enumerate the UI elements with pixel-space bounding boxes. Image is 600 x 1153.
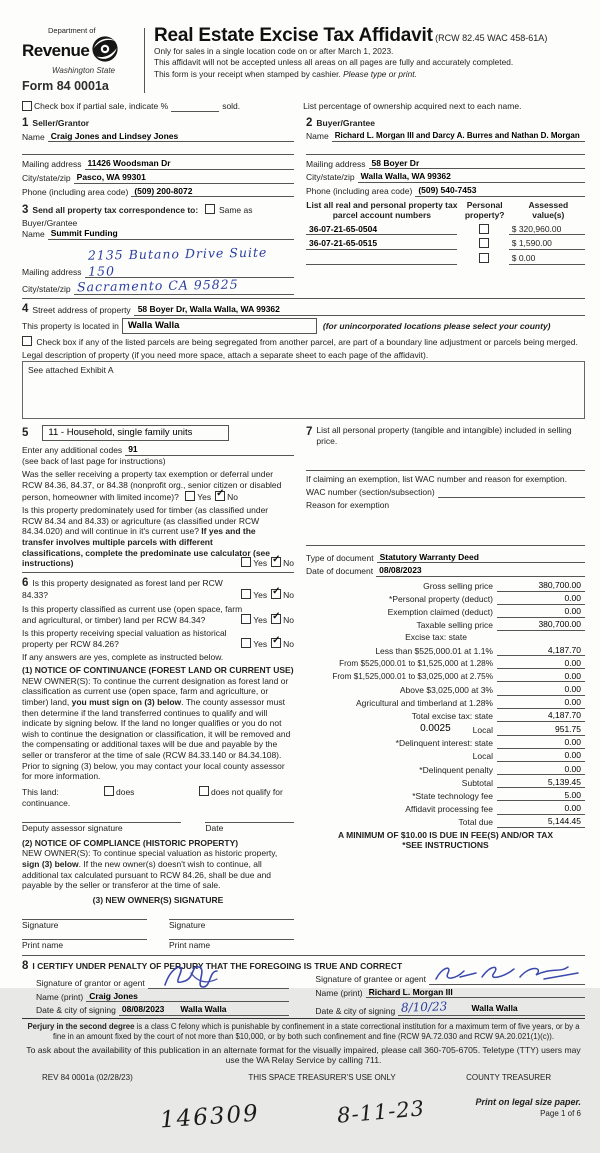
header-note-3: This form is your receipt when stamped by cashier. Please type or print. [154, 68, 417, 79]
located-note: (for unincorporated locations please select your county) [322, 320, 551, 331]
use-classification-column [22, 425, 294, 951]
ownership-note: List percentage of ownership acquired next to each name. [303, 101, 522, 112]
correspondence-mailing-handwritten: 2135 Butano Drive Suite 150 [87, 244, 268, 279]
fin-row: Above $3,025,000 at 3% 0.00 [306, 684, 585, 696]
fin-section-header: Excise tax: state [405, 632, 467, 643]
correspondence-name-row: Name Summit Funding [22, 228, 294, 240]
buyer-city-row: City/state/zip Walla Walla, WA 99362 [306, 171, 585, 183]
legal-description-box [22, 361, 585, 419]
print-name-label: Print name [169, 940, 211, 951]
dor-logo-block [22, 26, 140, 95]
fin-row: Subtotal 5,139.45 [306, 777, 585, 789]
section8-divider [22, 955, 585, 956]
washington-state-label: Washington State [52, 66, 116, 75]
exemption-deferral-question: Was the seller receiving a property tax exemption or deferral under RCW 84.36, 84.37, or 84.38 (nonprofit org., senior citizen or disabled person, homeowner with limited income)? Yes ✓ No [22, 469, 294, 502]
correspondence-city-row: City/state/zip Sacramento CA 95825 [22, 278, 294, 295]
fin-value: 5,144.45 [497, 816, 585, 828]
new-owner-signature-title: (3) NEW OWNER(S) SIGNATURE [92, 894, 224, 905]
grantee-date-row: Date & city of signing 8/10/23 Walla Walla [315, 1000, 585, 1016]
fin-row: Gross selling price 380,700.00 [306, 580, 585, 592]
grantor-date-row: Date & city of signing 08/08/2023 Walla Walla [36, 1004, 289, 1016]
historic-yes-checkbox [241, 638, 251, 648]
forest-yes-checkbox [241, 589, 251, 599]
partial-sale-checkbox [22, 101, 32, 111]
footer-row [22, 1073, 585, 1083]
print-note: Print on legal size paper. [475, 1097, 581, 1108]
seller-mailing-row: Mailing address 11426 Woodsman Dr [22, 158, 294, 170]
exemption-no-checkbox [215, 491, 225, 501]
correspondence-city-handwritten: Sacramento CA 95825 [76, 276, 239, 295]
does-not-qualify-checkbox [199, 786, 209, 796]
type-of-document-value: Statutory Warranty Deed [377, 552, 585, 564]
notice2-body: NEW OWNER(S): To continue special valuation as historic property, sign (3) below. If the new owner(s) doesn't wish to continue, all additional tax calculated pursuant to RCW 84.26, shall be due and payable by the seller or transferor at the time of sale. [22, 848, 278, 891]
deputy-assessor-row [22, 822, 294, 834]
parcel-id: 36-07-21-65-0515 [306, 238, 457, 250]
grantor-signature [151, 961, 271, 989]
segregated-checkbox [22, 336, 32, 346]
buyer-mailing-row: Mailing address 58 Boyer Dr [306, 158, 585, 170]
grantee-date-handwritten: 8/10/23 [401, 999, 448, 1016]
segregated-row: Check box if any of the listed parcels are being segregated from another parcel, are part of a boundary line adjustment or parcels being merged. [22, 336, 585, 348]
treasurer-receipt-number-handwritten: 146309 [159, 1101, 261, 1134]
personal-property-checkbox [479, 224, 489, 234]
grantee-city-value: Walla Walla [471, 1003, 518, 1014]
current-use-no-checkbox [271, 614, 281, 624]
section7-header: 7 List all personal property (tangible and intangible) included in selling price. [306, 425, 585, 446]
fin-row: From $1,525,000.01 to $3,025,000 at 2.75% 0.00 [306, 671, 585, 683]
personal-property-intro: List all personal property (tangible and intangible) included in selling price. [316, 425, 572, 446]
section4-divider [22, 298, 585, 299]
seller-phone-value: (509) 200-8072 [131, 186, 294, 198]
assessed-value: $ 1,590.00 [509, 238, 585, 250]
seller-column [22, 116, 294, 294]
form-header [22, 26, 585, 95]
historic-no-checkbox [271, 638, 281, 648]
continuance-label: continuance. [22, 797, 71, 808]
reason-for-exemption-label: Reason for exemption [306, 500, 390, 510]
exemption-yes-checkbox [185, 491, 195, 501]
partial-sale-percent-field [171, 101, 219, 113]
correspondence-name-value: Summit Funding [48, 228, 294, 240]
title-rcw-ref: (RCW 82.45 WAC 458-61A) [435, 33, 548, 43]
fin-value: 5.00 [497, 790, 585, 802]
buyer-column [306, 116, 585, 294]
parcel-row [306, 224, 585, 236]
notice1-title: (1) NOTICE OF CONTINUANCE (FOREST LAND OR CURRENT USE) [22, 665, 294, 675]
certify-statement: 8 I CERTIFY UNDER PENALTY OF PERJURY THAT THE FOREGOING IS TRUE AND CORRECT [22, 959, 403, 972]
date-of-document-value: 08/08/2023 [376, 565, 585, 577]
assessed-value: $ 320,960.00 [509, 224, 585, 236]
perjury-paragraph: Perjury in the second degree is a class C felony which is punishable by confinement in a state correctional institution for a maximum term of five years, or by a fine in an amount fixed by the court of not more than $10,000, or by both such confinement and fine (RCW 9A.72.030 and RCW 9A.20.021(1)(c)). [27, 1022, 580, 1042]
page-title: Real Estate Excise Tax Affidavit [154, 25, 433, 46]
section4 [22, 302, 585, 420]
type-of-document-row: Type of document Statutory Warranty Deed [306, 552, 585, 564]
notice2-title: (2) NOTICE OF COMPLIANCE (HISTORIC PROPERTY) [22, 837, 239, 848]
header-note-2: This affidavit will not be accepted unless all areas on all pages are fully and accurately completed. [154, 57, 514, 68]
fin-value: 0.00 [497, 684, 585, 696]
buyer-name-value: Richard L. Morgan III and Darcy A. Burres and Nathan D. Morgan [332, 131, 585, 142]
fin-value: 0.00 [497, 750, 585, 762]
fin-value: 4,187.70 [497, 710, 585, 722]
additional-codes-value: 91 [125, 444, 161, 456]
seller-name-row: Name Craig Jones and Lindsey Jones [22, 131, 294, 143]
minimum-due-note: A MINIMUM OF $10.00 IS DUE IN FEE(S) AND/OR TAX [337, 829, 554, 840]
fin-value: 0.00 [497, 606, 585, 618]
buyer-name-row: Name Richard L. Morgan III and Darcy A. Burres and Nathan D. Morgan [306, 131, 585, 142]
fin-value: 380,700.00 [497, 580, 585, 592]
form-number: Form 84 0001a [22, 79, 109, 93]
buyer-name-blank [306, 144, 585, 155]
fin-row: *Delinquent interest: state 0.00 [306, 737, 585, 749]
buyer-city-value: Walla Walla, WA 99362 [358, 171, 585, 183]
seller-mailing-value: 11426 Woodsman Dr [85, 158, 294, 170]
grantor-signature-row: Signature of grantor or agent [36, 973, 289, 989]
timber-yes-checkbox [241, 557, 251, 567]
this-land-row: This land: does does not qualify for [22, 786, 283, 797]
seller-city-value: Pasco, WA 99301 [74, 172, 294, 184]
partial-sale-row [22, 101, 585, 113]
fin-value: 380,700.00 [497, 619, 585, 631]
partial-sale-label: Check box if partial sale, indicate % [34, 101, 169, 112]
fin-value: 0.00 [497, 697, 585, 709]
grantee-signature-row: Signature of grantee or agent [315, 973, 585, 985]
see-back-note: (see back of last page for instructions) [22, 455, 166, 466]
wac-number-row: WAC number (section/subsection) [306, 487, 585, 498]
fin-value: 0.00 [497, 803, 585, 815]
fin-row: *Personal property (deduct) 0.00 [306, 593, 585, 605]
header-divider [144, 28, 145, 93]
personal-property-checkbox [479, 238, 489, 248]
date-of-document-row: Date of document 08/08/2023 [306, 565, 585, 577]
grantee-name-row: Name (print) Richard L. Morgan III [315, 987, 585, 999]
personal-property-blank [306, 446, 585, 471]
forest-land-question: 6 Is this property designated as forest land per RCW 84.33? Yes ✓ No [22, 576, 294, 601]
street-address-value: 58 Boyer Dr, Walla Walla, WA 99362 [134, 304, 284, 316]
dor-swirl-icon [91, 35, 119, 66]
street-address-row: 4 Street address of property 58 Boyer Dr, Walla Walla, WA 99362 [22, 302, 585, 316]
county-select-box: Walla Walla [122, 318, 317, 334]
grantor-signature-block [22, 973, 289, 1016]
perjury-divider [22, 1018, 585, 1019]
section3-header: 3 Send all property tax correspondence to: Same as Buyer/Grantee [22, 204, 253, 228]
fin-value: 0.00 [497, 737, 585, 749]
buyer-mailing-value: 58 Boyer Dr [369, 158, 585, 170]
date-label: Date [205, 823, 224, 834]
buyer-phone-row: Phone (including area code) (509) 540-7453 [306, 185, 585, 197]
legal-description-label: Legal description of property (if you need more space, attach a separate sheet to each page of the affidavit). [22, 349, 429, 360]
parcel-id: 36-07-21-65-0504 [306, 224, 457, 236]
sold-label: sold. [222, 101, 241, 112]
seller-city-row: City/state/zip Pasco, WA 99301 [22, 172, 294, 184]
fin-row: Exemption claimed (deduct) 0.00 [306, 606, 585, 618]
section2-header: 2 Buyer/Grantee [306, 117, 375, 130]
assessed-value: $ 0.00 [509, 253, 585, 265]
fin-value: 951.75 [497, 724, 585, 736]
dept-of-label: Department of [48, 26, 96, 35]
section8 [22, 959, 585, 1017]
grantor-name-value: Craig Jones [86, 991, 289, 1003]
parcel-row [306, 253, 585, 265]
historic-valuation-question: Is this property receiving special valuation as historical property per RCW 84.26? Yes ✓ No [22, 628, 294, 649]
land-use-code-box: 11 - Household, single family units [42, 425, 229, 441]
fin-row: Taxable selling price 380,700.00 [306, 619, 585, 631]
if-yes-note: If any answers are yes, complete as instructed below. [22, 652, 224, 663]
timber-agriculture-question: Is this property predominately used for timber (as classified under RCW 84.34 and 84.33) or agriculture (as classified under RCW 84.34.020) and will continue in it's current use? If yes and the transfer involves multiple parcels with different classifications, complete the predominate use calculator (see instructions) Yes ✓ No [22, 505, 294, 569]
revenue-wordmark: Revenue [22, 41, 90, 61]
print-name-label: Print name [22, 940, 64, 951]
treasurer-use-label: THIS SPACE TREASURER'S USE ONLY [248, 1073, 396, 1083]
section6-divider [22, 572, 294, 573]
buyer-phone-value: (509) 540-7453 [415, 185, 585, 197]
buyer-name-row-2 [306, 142, 585, 155]
additional-codes-row: Enter any additional codes 91 [22, 444, 294, 456]
seller-phone-row: Phone (including area code) (509) 200-8072 [22, 186, 294, 198]
grantor-name-row: Name (print) Craig Jones [36, 991, 289, 1003]
current-use-yes-checkbox [241, 614, 251, 624]
located-in-row: This property is located in Walla Walla (for unincorporated locations please select your county) [22, 318, 585, 334]
seller-name-value: Craig Jones and Lindsey Jones [48, 131, 294, 143]
forest-no-checkbox [271, 589, 281, 599]
local-rate-value: 0.0025 [420, 723, 451, 735]
reason-blank [306, 511, 585, 546]
county-treasurer-label: COUNTY TREASURER [466, 1073, 552, 1083]
does-qualify-checkbox [104, 786, 114, 796]
fin-value: 5,139.45 [497, 777, 585, 789]
correspondence-mailing-row: Mailing address 2135 Butano Drive Suite 150 [22, 246, 294, 278]
timber-no-checkbox [271, 557, 281, 567]
legal-description-value: See attached Exhibit A [28, 365, 114, 376]
fin-value: 0.00 [497, 671, 585, 683]
see-instructions-note: *SEE INSTRUCTIONS [402, 840, 489, 851]
fin-row: From $525,000.01 to $1,525,000 at 1.28% 0.00 [306, 658, 585, 670]
fin-row: Affidavit processing fee 0.00 [306, 803, 585, 815]
fin-value: 4,187.70 [497, 645, 585, 657]
header-title-block [154, 26, 547, 79]
section5-header: 5 11 - Household, single family units [22, 425, 294, 441]
exemption-note: If claiming an exemption, list WAC number and reason for exemption. [306, 474, 567, 485]
fin-row-total-due: Total due 5,144.45 [306, 816, 585, 828]
parcel-id [306, 254, 457, 265]
seller-name-row-2 [22, 142, 294, 155]
fin-value: 0.00 [497, 658, 585, 670]
parcel-table-header: List all real and personal property tax parcel account numbers Personal property? Assessed value(s) [306, 199, 569, 221]
fin-row-local-rate: 0.0025 Local 951.75 [306, 723, 585, 736]
personal-property-checkbox [479, 253, 489, 263]
grantee-signature [432, 961, 582, 985]
alternate-format-paragraph: To ask about the availability of this publication in an alternate format for the visually impaired, please call 360-705-6705. Teletype (TTY) users may use the WA Relay Service by calling 711. [26, 1044, 581, 1066]
rev-number: REV 84 0001a (02/28/23) [42, 1073, 133, 1083]
fin-row: Total excise tax: state 4,187.70 [306, 710, 585, 722]
treasurer-date-handwritten: 8-11-23 [336, 1096, 426, 1129]
fin-value: 0.00 [497, 764, 585, 776]
signature-label: Signature [22, 919, 59, 930]
section1-header: 1 Seller/Grantor [22, 117, 90, 130]
fin-row: Local 0.00 [306, 750, 585, 762]
new-owner-signature-grid [22, 910, 294, 951]
grantee-signature-block [315, 973, 585, 1016]
wac-number-field [438, 487, 585, 498]
grantee-name-value: Richard L. Morgan III [366, 987, 585, 999]
signature-label: Signature [169, 919, 206, 930]
header-note-1: Only for sales in a single location code on or after March 1, 2023. [154, 46, 394, 56]
fin-row: Agricultural and timberland at 1.28% 0.00 [306, 697, 585, 709]
parcel-row [306, 238, 585, 250]
treasurer-stamp-area [22, 1083, 585, 1153]
page-number: Page 1 of 6 [540, 1108, 581, 1118]
notice1-body: NEW OWNER(S): To continue the current designation as forest land or classification as current use (open space, farm and agriculture, or timber) land, you must sign on (3) below. The county assessor must then determine if the land transferred continues to qualify and will indicate by signing below. If the land no longer qualifies or you do not wish to continue the designation or classification, it will be removed and the compensating or additional taxes will be due and payable by the seller or transferor at the time of sale (RCW 84.33.140 or 84.34.108). Prior to signing (3) below, you may contact your local county assessor for more information. [22, 675, 291, 782]
grantor-city-value: Walla Walla [180, 1004, 227, 1015]
deputy-assessor-label: Deputy assessor signature [22, 823, 123, 834]
fin-row: *Delinquent penalty 0.00 [306, 764, 585, 776]
tax-column [306, 425, 585, 951]
fin-row: *State technology fee 5.00 [306, 790, 585, 802]
fin-row: Less than $525,000.01 at 1.1% 4,187.70 [306, 645, 585, 657]
same-as-buyer-checkbox [205, 204, 215, 214]
seller-name-blank [22, 144, 294, 155]
fin-value: 0.00 [497, 593, 585, 605]
current-use-question: Is this property classified as current use (open space, farm and agricultural, or timber) land per RCW 84.34? Yes ✓ No [22, 604, 294, 625]
grantor-date-value: 08/08/2023 [121, 1004, 165, 1015]
